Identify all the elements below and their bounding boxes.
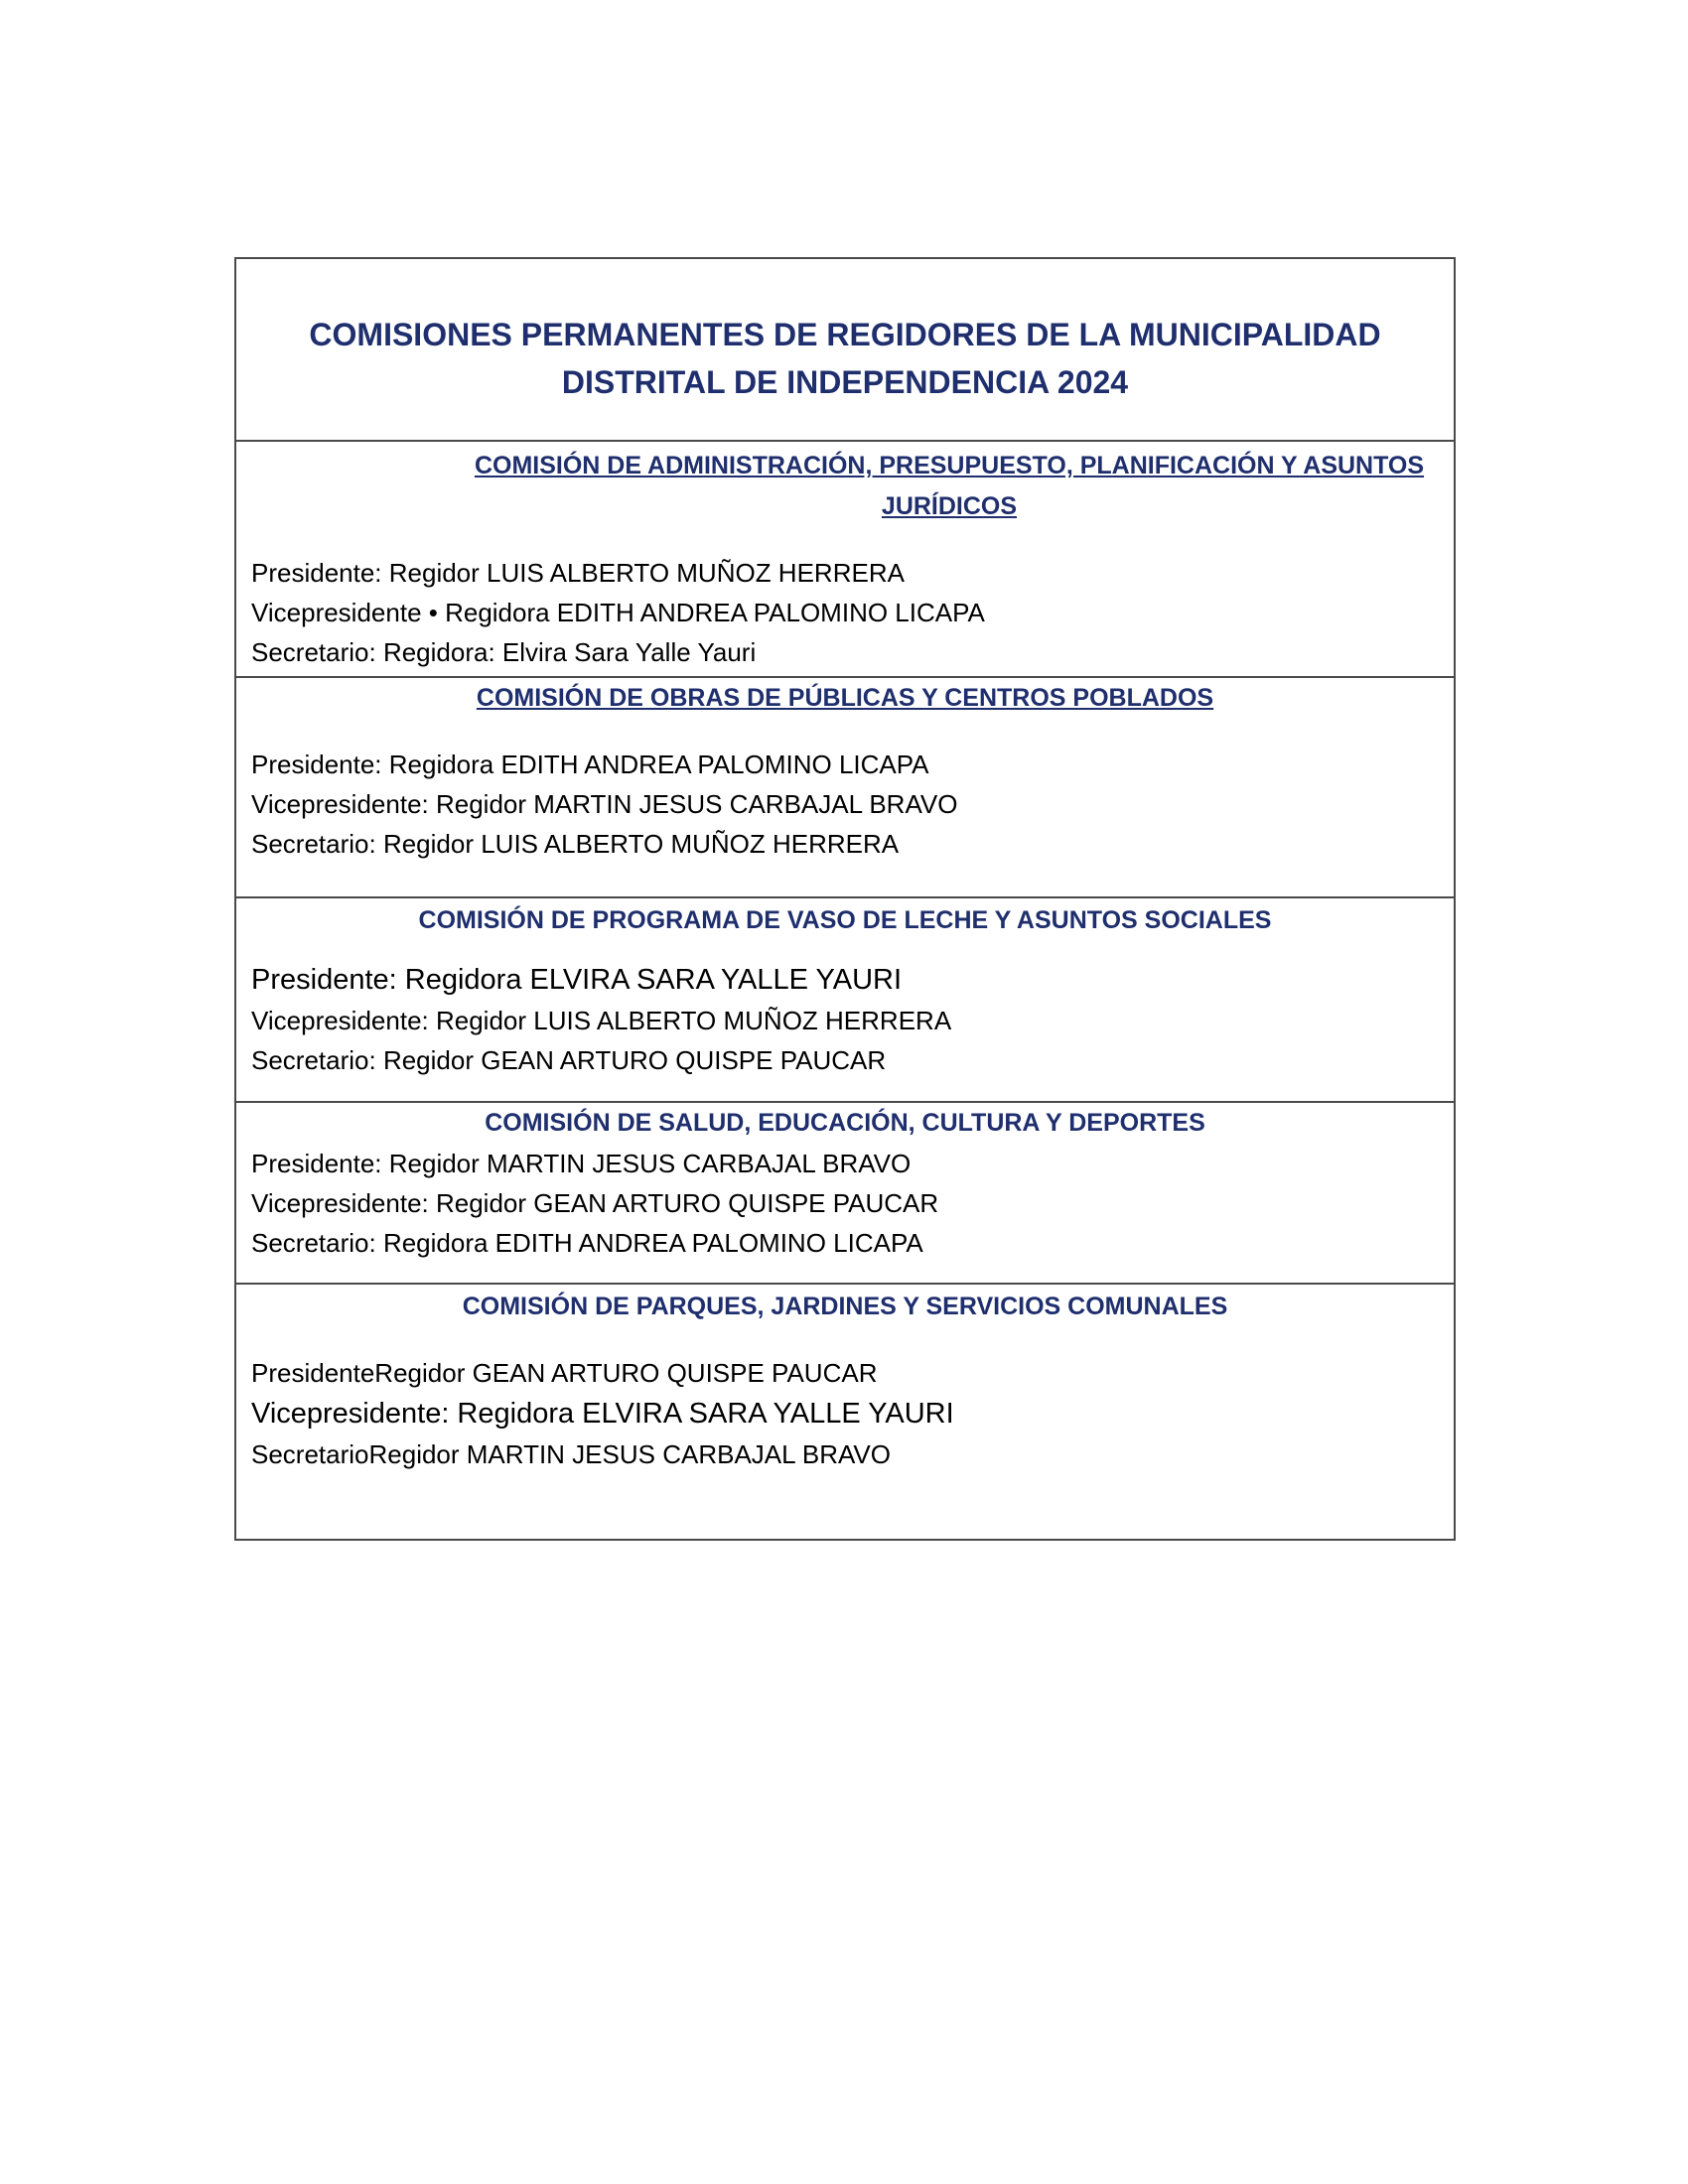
vice-president-line: Vicepresidente: Regidor MARTIN JESUS CARBAJAL BRAVO <box>251 789 958 819</box>
commission-heading-line-2: JURÍDICOS <box>881 492 1018 520</box>
commission-obras <box>236 676 1454 896</box>
secretary-line: Secretario: Regidora: Elvira Sara Yalle Yauri <box>251 637 757 667</box>
president-line: Presidente: Regidor LUIS ALBERTO MUÑOZ HERRERA <box>251 558 905 588</box>
secretary-line: SecretarioRegidor MARTIN JESUS CARBAJAL BRAVO <box>251 1439 891 1469</box>
vice-president-line: Vicepresidente • Regidora EDITH ANDREA PALOMINO LICAPA <box>251 598 985 627</box>
president-line: Presidente: Regidora ELVIRA SARA YALLE YAURI <box>251 964 903 996</box>
title-cell <box>236 259 1454 440</box>
commission-salud <box>236 1101 1454 1283</box>
title-line-2: DISTRITAL DE INDEPENDENCIA 2024 <box>561 364 1129 400</box>
commission-parques <box>236 1283 1454 1539</box>
president-line: PresidenteRegidor GEAN ARTURO QUISPE PAUCAR <box>251 1358 878 1388</box>
title-line-1: COMISIONES PERMANENTES DE REGIDORES DE LA MUNICIPALIDAD <box>309 317 1381 352</box>
commissions-table <box>234 257 1456 1541</box>
commission-heading-line-1: COMISIÓN DE ADMINISTRACIÓN, PRESUPUESTO, PLANIFICACIÓN Y ASUNTOS <box>474 452 1425 479</box>
president-line: Presidente: Regidor MARTIN JESUS CARBAJAL BRAVO <box>251 1149 912 1178</box>
vice-president-line: Vicepresidente: Regidora ELVIRA SARA YALLE YAURI <box>251 1398 954 1430</box>
commission-vaso-de-leche <box>236 896 1454 1101</box>
secretary-line: Secretario: Regidor LUIS ALBERTO MUÑOZ HERRERA <box>251 829 900 859</box>
commission-heading: COMISIÓN DE OBRAS DE PÚBLICAS Y CENTROS POBLADOS <box>476 684 1214 712</box>
secretary-line: Secretario: Regidora EDITH ANDREA PALOMINO LICAPA <box>251 1228 923 1258</box>
commission-heading: COMISIÓN DE PROGRAMA DE VASO DE LECHE Y ASUNTOS SOCIALES <box>418 906 1272 934</box>
vice-president-line: Vicepresidente: Regidor GEAN ARTURO QUISPE PAUCAR <box>251 1188 939 1218</box>
vice-president-line: Vicepresidente: Regidor LUIS ALBERTO MUÑOZ HERRERA <box>251 1006 952 1035</box>
commission-heading: COMISIÓN DE SALUD, EDUCACIÓN, CULTURA Y DEPORTES <box>485 1109 1205 1137</box>
president-line: Presidente: Regidora EDITH ANDREA PALOMINO LICAPA <box>251 750 929 779</box>
document-title <box>289 311 1401 406</box>
commission-heading: COMISIÓN DE PARQUES, JARDINES Y SERVICIOS COMUNALES <box>462 1293 1228 1320</box>
secretary-line: Secretario: Regidor GEAN ARTURO QUISPE PAUCAR <box>251 1045 887 1075</box>
commission-heading <box>236 446 1454 527</box>
commission-administracion <box>236 440 1454 676</box>
